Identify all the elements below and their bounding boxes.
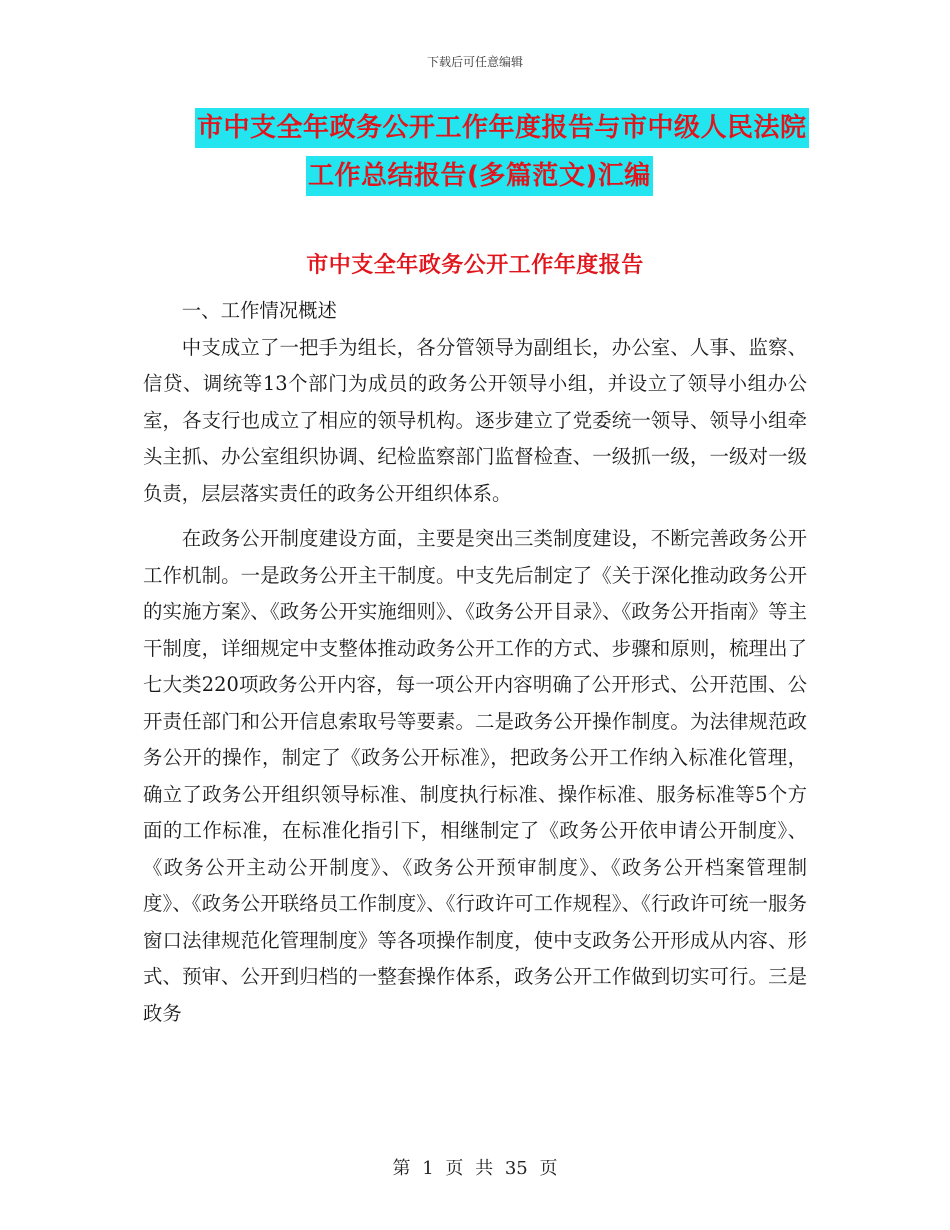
document-title-line-2: 工作总结报告(多篇范文)汇编 bbox=[306, 156, 653, 196]
document-title bbox=[0, 108, 950, 204]
header-note: 下载后可任意编辑 bbox=[426, 55, 523, 69]
document-body bbox=[143, 293, 807, 1032]
paragraph-2: 在政务公开制度建设方面，主要是突出三类制度建设，不断完善政务公开工作机制。一是政务公开主干制度。中支先后制定了《关于深化推动政务公开的实施方案》、《政务公开实施细则》、《政务公开目录》、《政务公开指南》等主干制度，详细规定中支整体推动政务公开工作的方式、步骤和原则，梳理出了七大类220项政务公开内容，每一项公开内容明确了公开形式、公开范围、公开责任部门和公开信息索取号等要素。二是政务公开操作制度。为法律规范政务公开的操作，制定了《政务公开标准》，把政务公开工作纳入标准化管理，确立了政务公开组织领导标准、制度执行标准、操作标准、服务标准等5个方面的工作标准，在标准化指引下，相继制定了《政务公开依申请公开制度》、《政务公开主动公开制度》、《政务公开预审制度》、《政务公开档案管理制度》、《政务公开联络员工作制度》、《行政许可工作规程》、《行政许可统一服务窗口法律规范化管理制度》等各项操作制度，使中支政务公开形成从内容、形式、预审、公开到归档的一整套操作体系，政务公开工作做到切实可行。三是政务 bbox=[143, 527, 807, 1025]
section-title: 市中支全年政务公开工作年度报告 bbox=[306, 253, 644, 278]
section-subheading: 一、工作情况概述 bbox=[181, 299, 337, 322]
paragraph-1: 中支成立了一把手为组长，各分管领导为副组长，办公室、人事、监察、信贷、调统等13个部门为成员的政务公开领导小组，并设立了领导小组办公室，各支行也成立了相应的领导机构。逐步建立了党委统一领导、领导小组牵头主抓、办公室组织协调、纪检监察部门监督检查、一级抓一级，一级对一级负责，层层落实责任的政务公开组织体系。 bbox=[143, 335, 807, 505]
document-title-line-1: 市中支全年政务公开工作年度报告与市中级人民法院 bbox=[195, 108, 809, 148]
page-footer: 第 1 页 共 35 页 bbox=[392, 1158, 558, 1179]
